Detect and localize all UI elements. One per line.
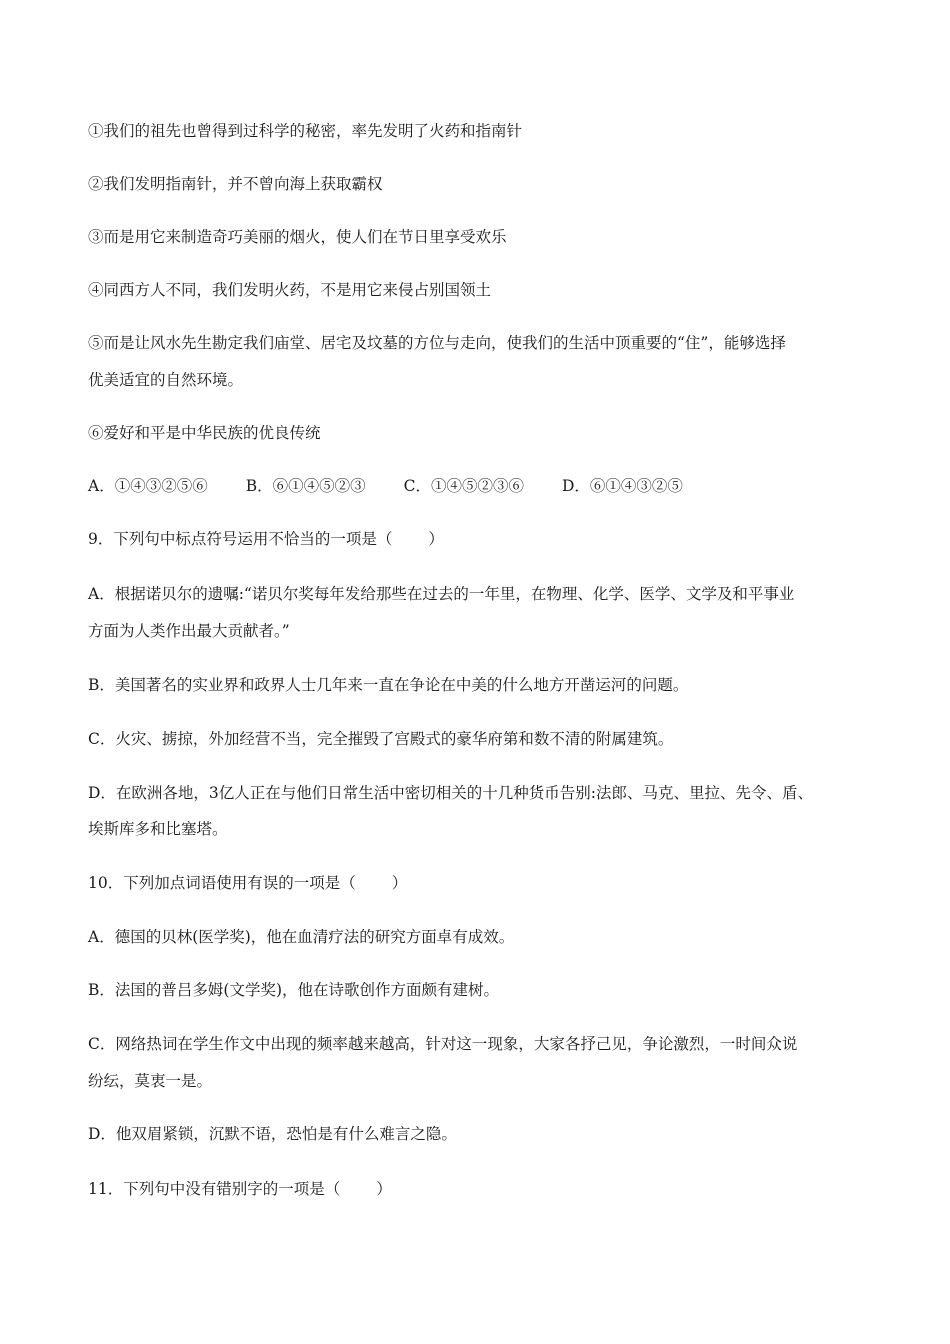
q11-stem-text: 11．下列句中没有错别字的一项是（ (88, 1180, 341, 1198)
q8-option-b[interactable]: B．⑥①④⑤②③ (245, 477, 366, 495)
q9-option-a-line1[interactable]: A．根据诺贝尔的遗嘱:“诺贝尔奖每年发给那些在过去的一年里，在物理、化学、医学、文学及和平事业 (88, 585, 795, 603)
q9-option-d-line2: 埃斯库多和比塞塔。 (88, 820, 228, 838)
q8-options (88, 476, 683, 496)
q8-option-c[interactable]: C．①④⑤②③⑥ (403, 477, 524, 495)
q9-option-a-line2: 方面为人类作出最大贡献者。” (88, 622, 290, 640)
q8-item-5-line1: ⑤而是让风水先生勘定我们庙堂、居宅及坟墓的方位与走向，使我们的生活中顶重要的“住”，能够选择 (88, 334, 786, 352)
q10-option-c-line2: 纷纭，莫衷一是。 (88, 1072, 213, 1090)
q9-stem-close: ） (428, 530, 444, 548)
q11-stem (88, 1179, 868, 1199)
q9-option-d-line1[interactable]: D．在欧洲各地，3亿人正在与他们日常生活中密切相关的十几种货币告别:法郎、马克、里拉、先令、盾、 (88, 784, 814, 802)
q8-item-2: ②我们发明指南针，并不曾向海上获取霸权 (88, 175, 383, 193)
q10-option-a[interactable]: A．德国的贝林(医学奖)，他在血清疗法的研究方面卓有成效。 (88, 928, 515, 946)
q11-stem-close: ） (376, 1180, 392, 1198)
q9-stem-text: 9．下列句中标点符号运用不恰当的一项是（ (88, 530, 393, 548)
q8-option-d[interactable]: D．⑥①④③②⑤ (561, 477, 683, 495)
q10-option-d[interactable]: D．他双眉紧锁，沉默不语，恐怕是有什么难言之隐。 (88, 1125, 457, 1143)
q10-stem-text: 10．下列加点词语使用有误的一项是（ (88, 874, 356, 892)
q8-item-6: ⑥爱好和平是中华民族的优良传统 (88, 424, 321, 442)
q8-item-1: ①我们的祖先也曾得到过科学的秘密，率先发明了火药和指南针 (88, 122, 523, 140)
q10-stem (88, 873, 868, 893)
q8-item-5-line2: 优美适宜的自然环境。 (88, 371, 244, 389)
q10-stem-close: ） (391, 874, 408, 892)
q8-option-a[interactable]: A．①④③②⑤⑥ (88, 477, 208, 495)
q10-option-c-line1[interactable]: C．网络热词在学生作文中出现的频率越来越高，针对这一现象，大家各抒己见，争论激烈，一时间众说 (88, 1035, 798, 1053)
q8-item-3: ③而是用它来制造奇巧美丽的烟火，使人们在节日里享受欢乐 (88, 228, 507, 246)
q10-option-b[interactable]: B．法国的普吕多姆(文学奖)，他在诗歌创作方面颇有建树。 (88, 981, 499, 999)
q9-option-b[interactable]: B．美国著名的实业界和政界人士几年来一直在争论在中美的什么地方开凿运河的问题。 (88, 676, 689, 694)
q9-stem (88, 529, 868, 549)
q9-option-c[interactable]: C．火灾、掳掠，外加经营不当，完全摧毁了宫殿式的豪华府第和数不清的附属建筑。 (88, 730, 674, 748)
q8-item-4: ④同西方人不同，我们发明火药，不是用它来侵占别国领土 (88, 281, 492, 299)
